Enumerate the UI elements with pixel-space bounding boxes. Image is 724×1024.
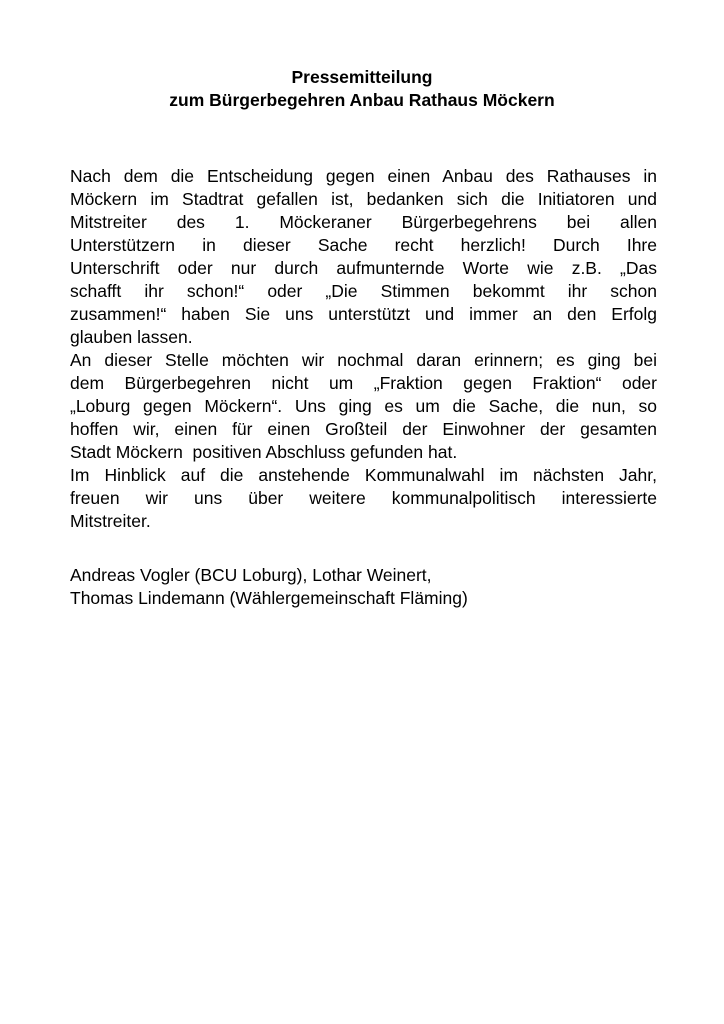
heading-subtitle: zum Bürgerbegehren Anbau Rathaus Möckern — [169, 90, 555, 110]
text-line: zusammen!“ haben Sie uns unterstützt und immer an den Erfolg — [70, 304, 657, 324]
text-line: An dieser Stelle möchten wir nochmal daran erinnern; es ging bei — [70, 350, 657, 370]
text-line: Unterstützern in dieser Sache recht herzlich! Durch Ihre — [70, 235, 657, 255]
text-line: „Loburg gegen Möckern“. Uns ging es um die Sache, die nun, so — [70, 396, 657, 416]
paragraph-outlook — [70, 464, 657, 533]
text-line: freuen wir uns über weitere kommunalpolitisch interessierte — [70, 488, 657, 508]
paragraph-thanks — [70, 165, 657, 349]
signature-line: Andreas Vogler (BCU Loburg), Lothar Weinert, — [70, 565, 432, 585]
text-line: Möckern im Stadtrat gefallen ist, bedanken sich die Initiatoren und — [70, 189, 657, 209]
text-line-last: Stadt Möckern positiven Abschluss gefunden hat. — [70, 442, 458, 462]
heading-title: Pressemitteilung — [291, 67, 433, 87]
paragraph-reminder — [70, 349, 657, 464]
text-line: Mitstreiter des 1. Möckeraner Bürgerbegehrens bei allen — [70, 212, 657, 232]
press-release-body — [70, 165, 657, 533]
signature-block — [70, 564, 657, 610]
text-line: Im Hinblick auf die anstehende Kommunalwahl im nächsten Jahr, — [70, 465, 657, 485]
signature-line: Thomas Lindemann (Wählergemeinschaft Fläming) — [70, 588, 468, 608]
text-line: dem Bürgerbegehren nicht um „Fraktion gegen Fraktion“ oder — [70, 373, 657, 393]
text-line: hoffen wir, einen für einen Großteil der Einwohner der gesamten — [70, 419, 657, 439]
text-line-last: glauben lassen. — [70, 327, 193, 347]
text-line: Unterschrift oder nur durch aufmunternde Worte wie z.B. „Das — [70, 258, 657, 278]
document-heading — [0, 66, 724, 112]
text-line: schafft ihr schon!“ oder „Die Stimmen bekommt ihr schon — [70, 281, 657, 301]
text-line-last: Mitstreiter. — [70, 511, 151, 531]
text-line: Nach dem die Entscheidung gegen einen Anbau des Rathauses in — [70, 166, 657, 186]
